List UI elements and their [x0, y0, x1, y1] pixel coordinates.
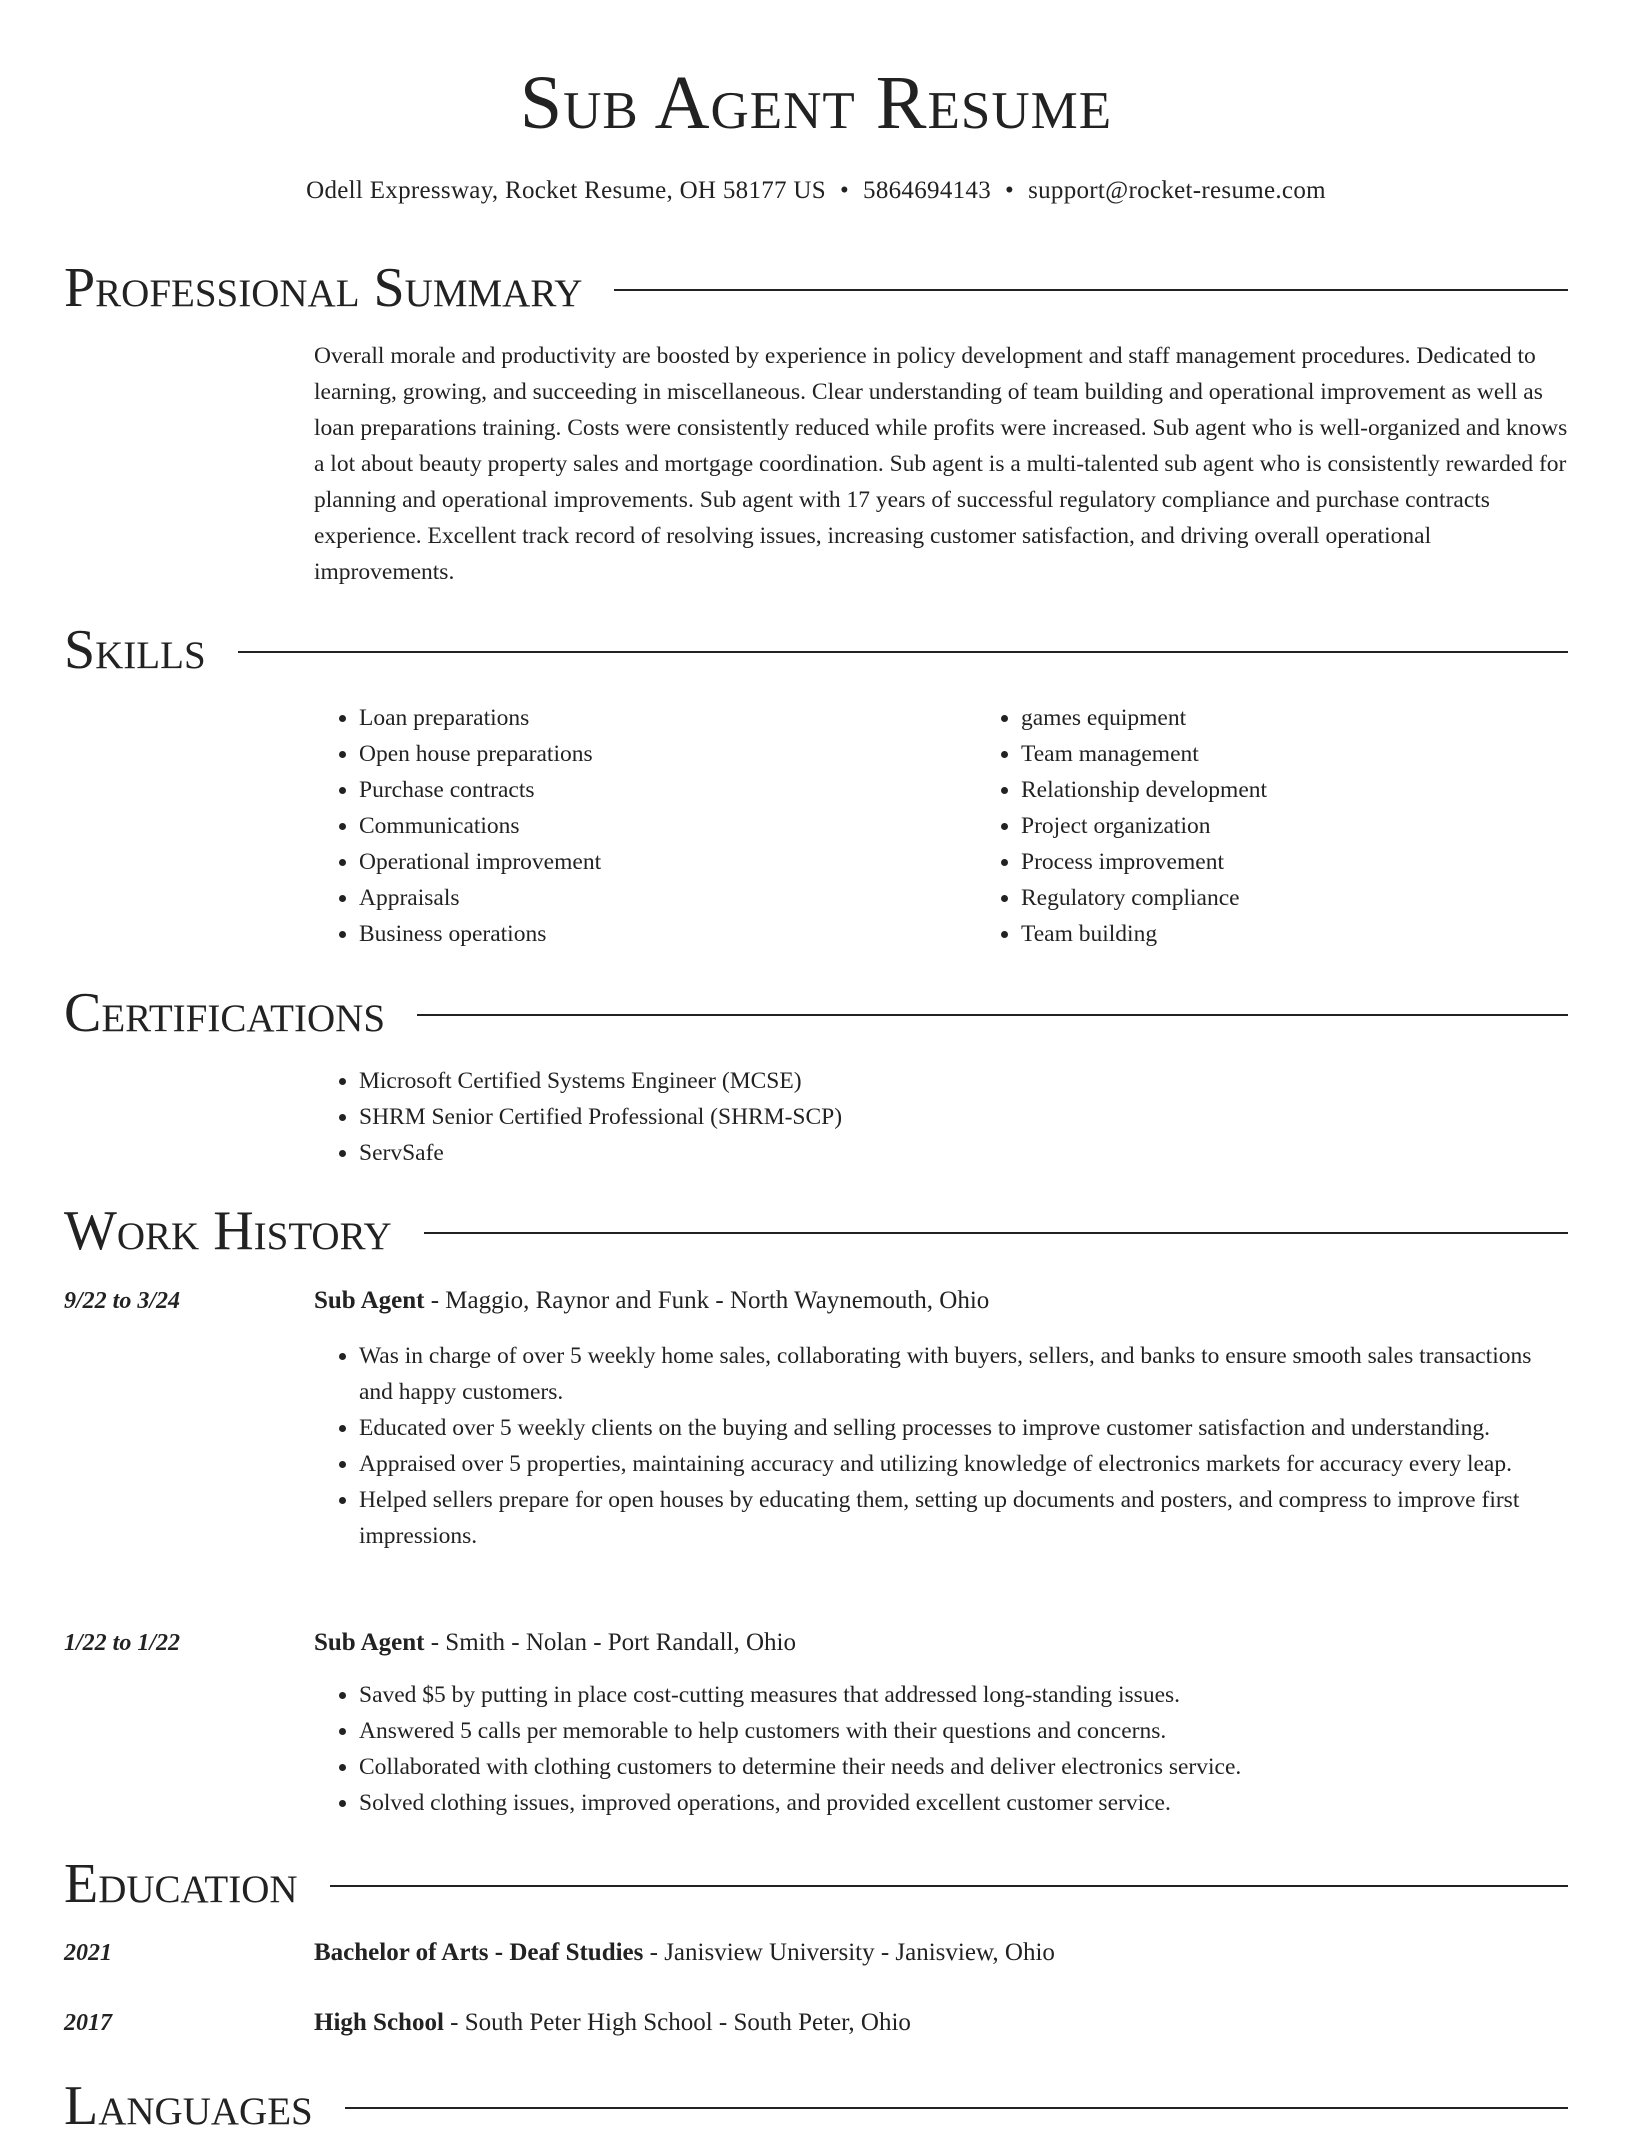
education-entry: [314, 1936, 1568, 1970]
job-dates: 1/22 to 1/22: [64, 1630, 181, 1656]
section-work-header: [64, 1199, 1568, 1263]
section-title-languages: Languages: [64, 2075, 313, 2137]
section-languages-header: [64, 2074, 1568, 2138]
job-bullets: [314, 1338, 1568, 1554]
section-title-certifications: Certifications: [64, 982, 386, 1044]
summary-text: Overall morale and productivity are boosted by experience in policy development and staff management procedures. Dedicated to learning, growing, and succeeding in miscellaneous. Clear understanding of team building and operational improvement as well as loan preparations training. Costs were consistently reduced while profits were increased. Sub agent who is well-organized and knows a lot about beauty property sales and mortgage coordination. Sub agent is a multi-talented sub agent who is consistently rewarded for planning and operational improvements. Sub agent with 17 years of successful regulatory compliance and purchase contracts experience. Excellent track record of resolving issues, increasing customer satisfaction, and driving overall operational improvements.: [314, 343, 1568, 585]
job-bullet: • Helped sellers prepare for open houses by educating them, setting up documents and posters, and compress to improve first impressions.: [359, 1482, 1568, 1554]
skill-item: • Project organization: [1021, 808, 1632, 844]
section-divider: [238, 651, 1568, 653]
separator-bullet: •: [1005, 177, 1015, 204]
job-title: Sub Agent: [314, 1629, 425, 1656]
job-bullet: • Answered 5 calls per memorable to help customers with their questions and concerns.: [359, 1713, 1568, 1749]
job-title: Sub Agent: [314, 1287, 425, 1314]
skill-item: • games equipment: [1021, 700, 1632, 736]
skill-item: • Team management: [1021, 736, 1632, 772]
job-bullet: • Was in charge of over 5 weekly home sales, collaborating with buyers, sellers, and banks to ensure smooth sales transactions and happy customers.: [359, 1338, 1568, 1410]
education-degree: High School: [314, 2009, 444, 2036]
section-divider: [417, 1014, 1568, 1016]
phone: 5864694143: [863, 177, 992, 204]
section-summary-header: [64, 256, 1568, 320]
separator-bullet: •: [839, 177, 850, 204]
skill-item: • Relationship development: [1021, 772, 1632, 808]
education-details: - Janisview University - Janisview, Ohio: [643, 1939, 1055, 1966]
certification-item: • ServSafe: [359, 1135, 1568, 1171]
skills-list: [314, 700, 1568, 952]
skill-item: • Team building: [1021, 916, 1632, 952]
job-bullet: • Saved $5 by putting in place cost-cutting measures that addressed long-standing issues.: [359, 1677, 1568, 1713]
job-bullets: [314, 1677, 1568, 1821]
section-title-summary: Professional Summary: [64, 257, 583, 319]
skill-item: • Open house preparations: [359, 736, 976, 772]
certification-item: • Microsoft Certified Systems Engineer (MCSE): [359, 1063, 1568, 1099]
section-skills-header: [64, 618, 1568, 682]
address: Odell Expressway, Rocket Resume, OH 58177 US: [306, 177, 826, 204]
section-divider: [345, 2107, 1568, 2109]
skills-column-right: [976, 700, 1632, 952]
job-bullet: • Collaborated with clothing customers to determine their needs and deliver electronics service.: [359, 1749, 1568, 1785]
email: support@rocket-resume.com: [1028, 177, 1326, 204]
section-title-work: Work History: [64, 1200, 392, 1262]
job-heading: [314, 1284, 1568, 1318]
skill-item: • Communications: [359, 808, 976, 844]
resume-title: Sub Agent Resume: [519, 61, 1113, 145]
skill-item: • Appraisals: [359, 880, 976, 916]
skill-item: • Regulatory compliance: [1021, 880, 1632, 916]
job-bullet: • Solved clothing issues, improved operations, and provided excellent customer service.: [359, 1785, 1568, 1821]
section-title-skills: Skills: [64, 619, 206, 681]
education-degree: Bachelor of Arts - Deaf Studies: [314, 1939, 644, 1966]
certification-item: • SHRM Senior Certified Professional (SHRM-SCP): [359, 1099, 1568, 1135]
section-certifications-header: [64, 981, 1568, 1045]
contact-line: [0, 174, 1632, 208]
section-divider: [614, 289, 1568, 291]
skill-item: • Business operations: [359, 916, 976, 952]
education-year: 2017: [64, 2010, 112, 2036]
job-details: - Maggio, Raynor and Funk - North Waynemouth, Ohio: [424, 1287, 990, 1314]
section-divider: [424, 1232, 1568, 1234]
job-dates: 9/22 to 3/24: [64, 1288, 181, 1314]
skill-item: • Process improvement: [1021, 844, 1632, 880]
skill-item: • Loan preparations: [359, 700, 976, 736]
job-heading: [314, 1626, 1568, 1660]
section-divider: [330, 1885, 1568, 1887]
skills-column-left: [314, 700, 976, 952]
education-entry: [314, 2006, 1568, 2040]
education-details: - South Peter High School - South Peter, Ohio: [443, 2009, 911, 2036]
skill-item: • Operational improvement: [359, 844, 976, 880]
section-title-education: Education: [64, 1853, 298, 1915]
skill-item: • Purchase contracts: [359, 772, 976, 808]
job-bullet: • Educated over 5 weekly clients on the buying and selling processes to improve customer satisfaction and understanding.: [359, 1410, 1568, 1446]
section-education-header: [64, 1852, 1568, 1916]
summary-block: [314, 338, 1568, 590]
education-year: 2021: [64, 1940, 112, 1966]
job-details: - Smith - Nolan - Port Randall, Ohio: [424, 1629, 796, 1656]
job-bullet: • Appraised over 5 properties, maintaining accuracy and utilizing knowledge of electronics markets for accuracy every leap.: [359, 1446, 1568, 1482]
certifications-list: [314, 1063, 1568, 1171]
